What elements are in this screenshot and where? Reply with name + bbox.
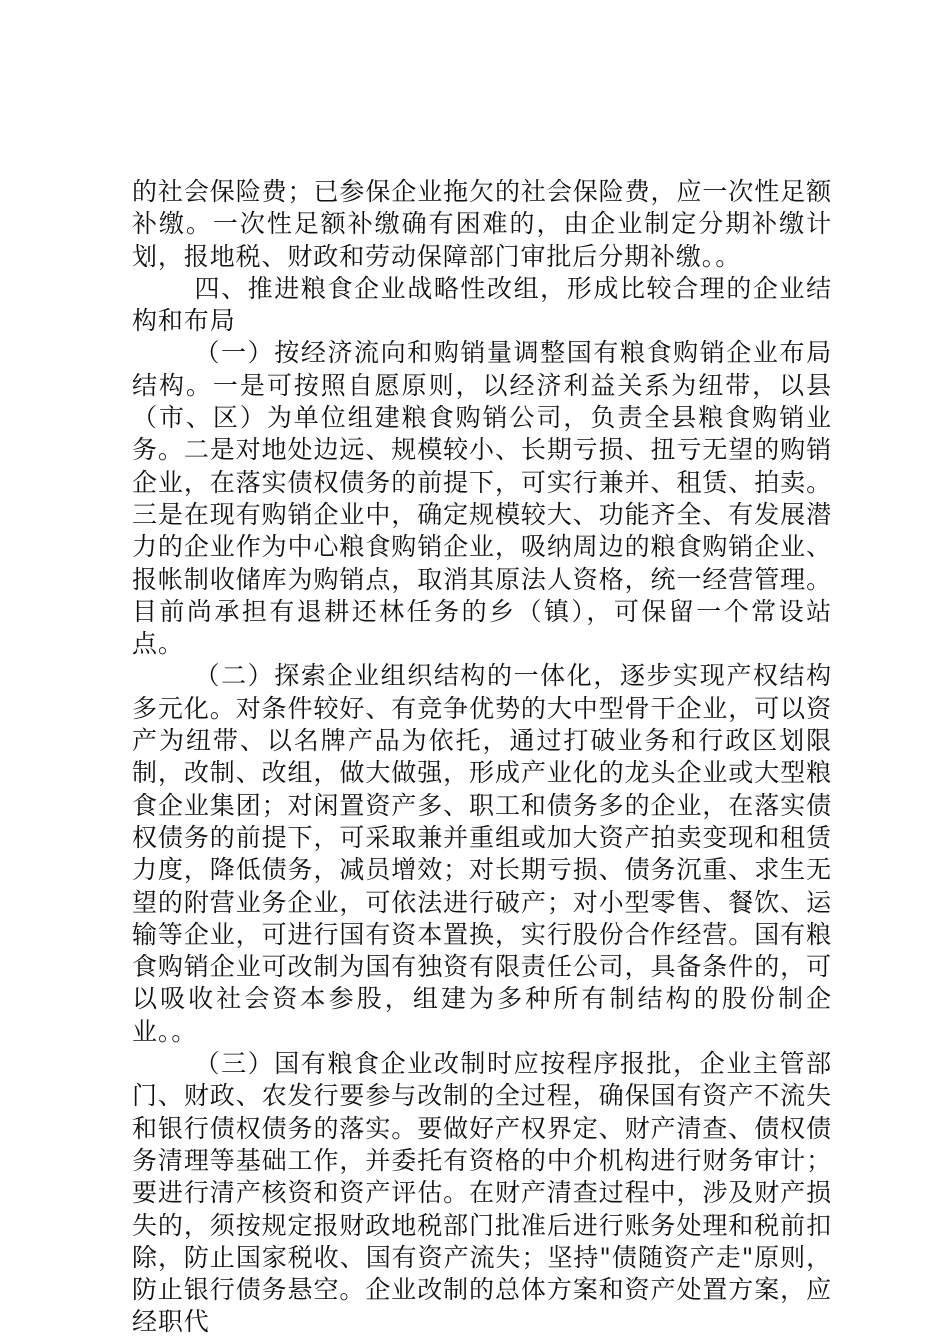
paragraph-item-one: （一）按经济流向和购销量调整国有粮食购销企业布局结构。一是可按照自愿原则，以经济利益关系为纽带，以县（市、区）为单位组建粮食购销公司，负责全县粮食购销业务。二是对地处边远、规模较小、长期亏损、扭亏无望的购销企业，在落实债权债务的前提下，可实行兼并、租赁、拍卖。三是在现有购销企业中，确定规模较大、功能齐全、有发展潜力的企业作为中心粮食购销企业，吸纳周边的粮食购销企业、报帐制收储库为购销点，取消其原法人资格，统一经营管理。目前尚承担有退耕还林任务的乡（镇），可保留一个常设站点。 bbox=[132, 338, 832, 659]
document-page bbox=[132, 176, 832, 1339]
paragraph-item-three: （三）国有粮食企业改制时应按程序报批，企业主管部门、财政、农发行要参与改制的全过程，确保国有资产不流失和银行债权债务的落实。要做好产权界定、财产清查、债权债务清理等基础工作，并委托有资格的中介机构进行财务审计；要进行清产核资和资产评估。在财产清查过程中，涉及财产损失的，须按规定报财政地税部门批准后进行账务处理和税前扣除，防止国家税收、国有资产流失；坚持"债随资产走"原则，防止银行债务悬空。企业改制的总体方案和资产处置方案，应经职代 bbox=[132, 1049, 832, 1337]
section-heading-four: 四、推进粮食企业战略性改组，形成比较合理的企业结构和布局 bbox=[132, 273, 832, 336]
paragraph-continuation: 的社会保险费；已参保企业拖欠的社会保险费，应一次性足额补缴。一次性足额补缴确有困难的，由企业制定分期补缴计划，报地税、财政和劳动保障部门审批后分期补缴。。 bbox=[132, 177, 832, 271]
paragraph-item-two: （二）探索企业组织结构的一体化，逐步实现产权结构多元化。对条件较好、有竞争优势的大中型骨干企业，可以资产为纽带、以名牌产品为依托，通过打破业务和行政区划限制，改制、改组，做大做强，形成产业化的龙头企业或大型粮食企业集团；对闲置资产多、职工和债务多的企业，在落实债权债务的前提下，可采取兼并重组或加大资产拍卖变现和租赁力度，降低债务，减员增效；对长期亏损、债务沉重、求生无望的附营业务企业，可依法进行破产；对小型零售、餐饮、运输等企业，可进行国有资本置换，实行股份合作经营。国有粮食购销企业可改制为国有独资有限责任公司，具备条件的，可以吸收社会资本参股，组建为多种所有制结构的股份制企业。。 bbox=[132, 661, 832, 1046]
